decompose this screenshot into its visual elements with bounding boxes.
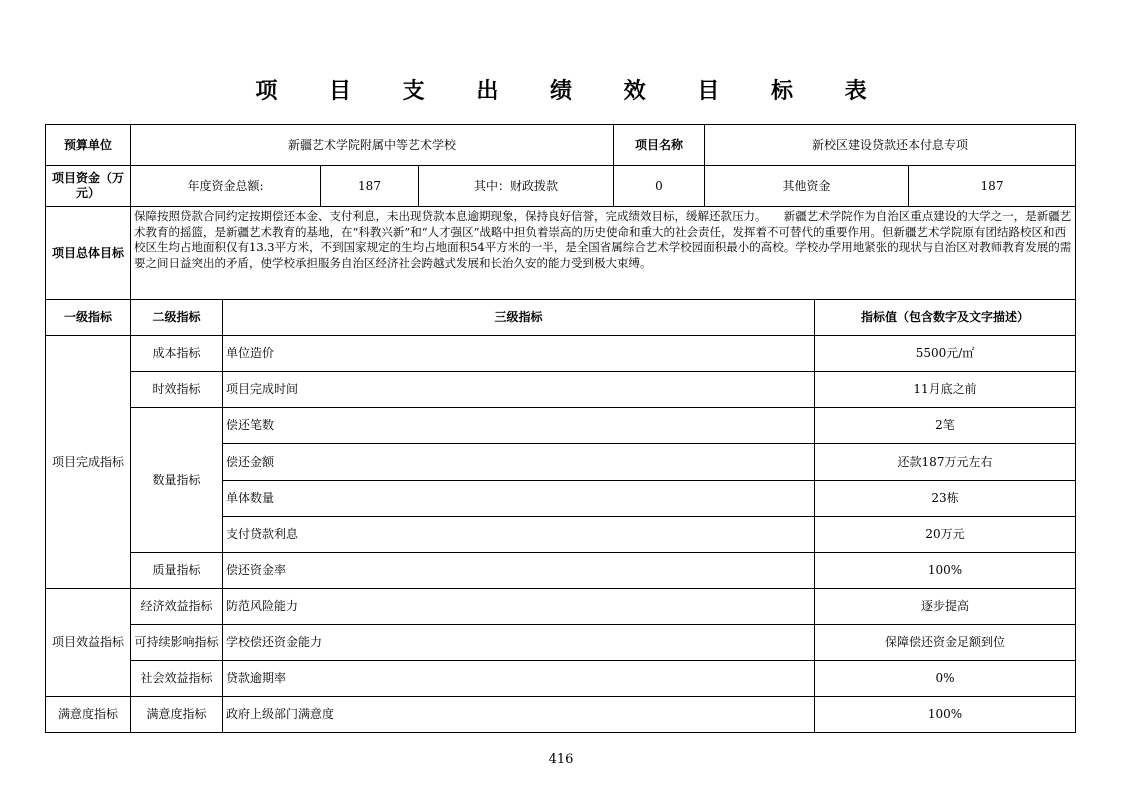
level3-cell: 防范风险能力 <box>223 589 815 625</box>
level3-cell: 偿还金额 <box>223 444 815 481</box>
level1-cell: 项目完成指标 <box>46 336 131 589</box>
project-name-label: 项目名称 <box>614 125 705 166</box>
funds-other-label: 其他资金 <box>705 166 909 207</box>
level3-cell: 偿还资金率 <box>223 553 815 589</box>
funds-total-value: 187 <box>321 166 419 207</box>
indicator-value: 0% <box>815 661 1075 697</box>
level1-cell: 项目效益指标 <box>46 589 131 697</box>
performance-table <box>45 124 1076 733</box>
goal-text: 保障按照贷款合同约定按期偿还本金、支付利息，未出现贷款本息逾期现象，保持良好信誉，完成绩效目标，缓解还款压力。 新疆艺术学院作为自治区重点建设的大学之一，是新疆艺术教育的摇篮，是新疆艺术教育的基地，在“科教兴新”和“人才强区”战略中担负着崇高的历史使命和重大的社会责任，发挥着不可替代的重要作用。但新疆艺术学院原有团结路校区和西校区生均占地面积仅有13.3平方米，不到国家规定的生均占地面积54平方米的一半，是全国省属综合艺术学校园面积最小的高校。学校办学用地紧张的现状与自治区对教师教育发展的需要之间日益突出的矛盾，使学校承担服务自治区经济社会跨越式发展和长治久安的能力受到极大束缚。 <box>131 207 1075 300</box>
level2-cell: 社会效益指标 <box>131 661 223 697</box>
indicator-value: 还款187万元左右 <box>815 444 1075 481</box>
level2-cell: 可持续影响指标 <box>131 625 223 661</box>
level2-cell: 经济效益指标 <box>131 589 223 625</box>
funds-fiscal-value: 0 <box>614 166 705 207</box>
funds-fiscal-label: 其中：财政拨款 <box>419 166 614 207</box>
indicator-value: 逐步提高 <box>815 589 1075 625</box>
indicator-value: 20万元 <box>815 517 1075 553</box>
indicator-value: 5500元/㎡ <box>815 336 1075 372</box>
funds-label: 项目资金（万元） <box>46 166 131 207</box>
level3-cell: 单位造价 <box>223 336 815 372</box>
level2-cell: 满意度指标 <box>131 697 223 732</box>
page-number: 416 <box>548 752 574 767</box>
budget-unit-label: 预算单位 <box>46 125 131 166</box>
level2-cell: 质量指标 <box>131 553 223 589</box>
column-header-value: 指标值（包含数字及文字描述） <box>815 300 1075 336</box>
level3-cell: 单体数量 <box>223 481 815 517</box>
funds-other-value: 187 <box>909 166 1075 207</box>
indicator-value: 保障偿还资金足额到位 <box>815 625 1075 661</box>
level3-cell: 偿还笔数 <box>223 408 815 444</box>
indicator-value: 11月底之前 <box>815 372 1075 408</box>
level3-cell: 项目完成时间 <box>223 372 815 408</box>
project-name-value: 新校区建设贷款还本付息专项 <box>705 125 1075 166</box>
indicator-value: 23栋 <box>815 481 1075 517</box>
funds-total-label: 年度资金总额: <box>131 166 321 207</box>
level2-cell: 时效指标 <box>131 372 223 408</box>
level2-cell: 成本指标 <box>131 336 223 372</box>
level3-cell: 学校偿还资金能力 <box>223 625 815 661</box>
level2-cell: 数量指标 <box>131 408 223 553</box>
level3-cell: 贷款逾期率 <box>223 661 815 697</box>
indicator-value: 2笔 <box>815 408 1075 444</box>
level3-cell: 支付贷款利息 <box>223 517 815 553</box>
page-title: 项 目 支 出 绩 效 目 标 表 <box>255 78 889 104</box>
column-header-level2: 二级指标 <box>131 300 223 336</box>
indicator-value: 100% <box>815 553 1075 589</box>
indicator-value: 100% <box>927 707 963 721</box>
level3-cell: 政府上级部门满意度 <box>223 697 815 732</box>
level1-cell: 满意度指标 <box>46 697 131 732</box>
goal-label: 项目总体目标 <box>46 207 131 300</box>
budget-unit-value: 新疆艺术学院附属中等艺术学校 <box>131 125 614 166</box>
column-header-level3: 三级指标 <box>223 300 815 336</box>
column-header-level1: 一级指标 <box>46 300 131 336</box>
